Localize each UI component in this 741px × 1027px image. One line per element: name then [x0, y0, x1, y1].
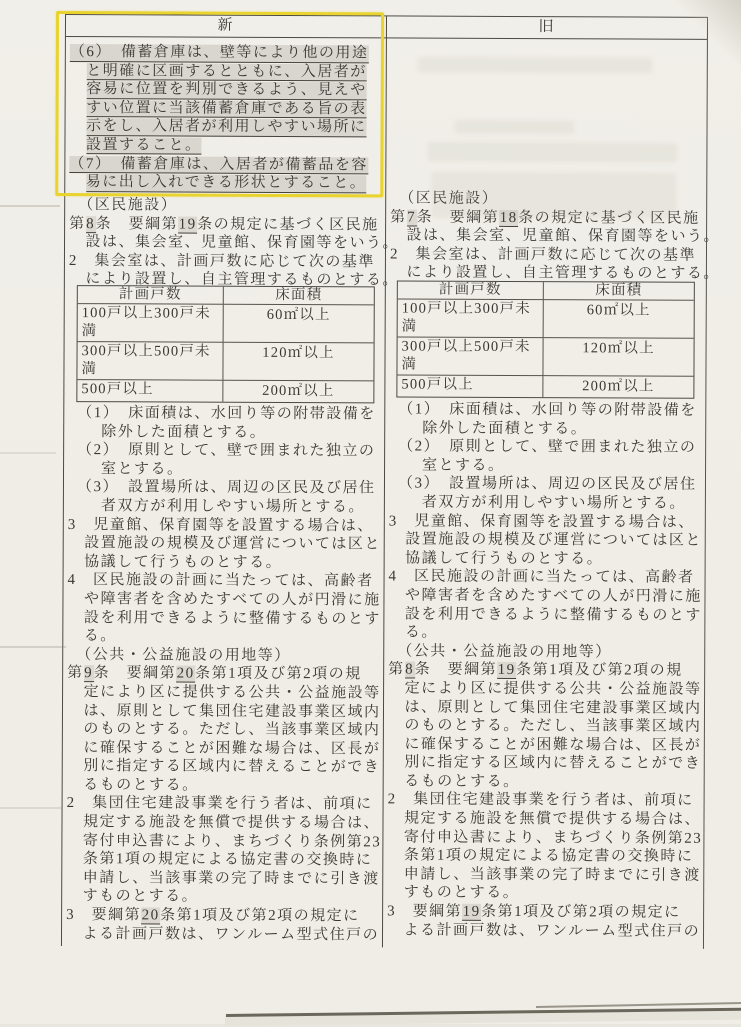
- text-line: （1） 床面積は、水回り等の附帯設備を: [84, 405, 376, 423]
- table-cell-units: 300戸以上500戸未満: [77, 342, 223, 381]
- text-line: 3 児童館、保育園等を設置する場合は、: [67, 516, 374, 534]
- table-cell-area: 200㎡以上: [582, 378, 655, 395]
- text-line: 定により区に提供する公共・公益施設等: [83, 684, 381, 702]
- text-line: 規定する施設を無償で提供する場合は、: [82, 814, 381, 832]
- text-line: 第9条 要綱第20条第1項及び第2項の規: [67, 665, 362, 683]
- text-line: 設を利用できるように整備するものとす: [83, 609, 381, 627]
- text-line: 3 児童館、保育園等を設置する場合は、: [388, 513, 695, 531]
- text-line: 協議して行うものとする。: [405, 550, 604, 568]
- text-line: 設置すること。: [85, 137, 202, 154]
- column-header-new: 新: [217, 17, 235, 34]
- revised-number: 18: [499, 209, 518, 226]
- text-line: （3） 設置場所は、周辺の区民及び居住: [84, 479, 376, 497]
- text-line: は、原則として集団住宅建設事業区域内: [404, 699, 702, 717]
- text-line: 協議して行うものとする。: [84, 553, 283, 571]
- table-header-area: 床面積: [544, 282, 694, 301]
- text-line: 設を利用できるように整備するものとす: [404, 606, 702, 624]
- text-line: る。: [404, 624, 438, 641]
- text-line: （7） 備蓄倉庫は、入居者が備蓄品を容: [69, 155, 368, 173]
- table-cell-units: 500戸以上: [77, 380, 223, 402]
- text-line: のものとする。ただし、当該事業区域内: [83, 721, 381, 739]
- show-through-ghost: [455, 120, 575, 135]
- text-line: 者双方が利用しやすい場所とする。: [100, 498, 365, 516]
- scan-streak: [0, 646, 66, 648]
- text-line: 容易に位置を判別できるよう、見えや: [86, 81, 367, 99]
- text-line: 2 集団住宅建設事業を行う者は、前項に: [387, 791, 694, 810]
- text-line: 設は、集会室、児童館、保育園等をいう。: [85, 234, 400, 252]
- text-line: 除外した面積とする。: [101, 423, 267, 441]
- revised-number: 8: [86, 215, 96, 232]
- text-line: 別に指定する区域内に替えることができ: [83, 758, 381, 776]
- new-column-text-upper: [68, 196, 400, 290]
- new-column-text-lower: [66, 404, 386, 945]
- revised-number: 19: [462, 903, 481, 920]
- revised-number: 19: [497, 662, 516, 679]
- text-line: 第7条 要綱第18条の規定に基づく区民施: [390, 209, 700, 227]
- text-line: や障害者を含めたすべての人が円滑に施: [83, 591, 381, 609]
- text-line: 第8条 要綱第19条の規定に基づく区民施: [69, 215, 379, 233]
- table-cell-units: 500戸以上: [397, 375, 543, 397]
- table-cell-area: 120㎡以上: [543, 338, 693, 377]
- text-line: 3 要綱第19条第1項及び第2項の規定に: [387, 903, 681, 921]
- facilities-table-old: [396, 280, 695, 398]
- text-line: 4 区民施設の計画に当たっては、高齢者: [388, 568, 695, 587]
- text-line: 設置施設の規模及び運営については区と: [405, 531, 702, 549]
- text-line: と明確に区画するとともに、入居者が: [86, 62, 367, 80]
- text-line: 別に指定する区域内に替えることができ: [404, 754, 702, 773]
- revised-number: 19: [178, 216, 197, 233]
- text-line: 寄付申込書により、まちづくり条例第23: [82, 832, 382, 851]
- revised-number: 8: [405, 661, 415, 678]
- text-line: （公共・公益施設の用地等）: [83, 646, 291, 664]
- text-line: 申請し、当該事業の完了時までに引き渡: [82, 869, 380, 888]
- text-line: （1） 床面積は、水回り等の附帯設備を: [405, 401, 697, 419]
- text-line: （区民施設）: [85, 197, 178, 214]
- revised-number: 9: [84, 665, 94, 682]
- text-line: のものとする。ただし、当該事業区域内: [404, 717, 702, 735]
- yellow-marker-box: [55, 11, 384, 197]
- text-line: により設置し、自主管理するものとする。: [85, 271, 399, 289]
- table-cell-units: 100戸以上300戸未満: [78, 304, 224, 343]
- table-cell-area: 60㎡以上: [224, 305, 374, 344]
- scan-streak: [0, 807, 62, 809]
- text-line: 示をし、入居者が利用しやすい場所に: [86, 118, 367, 136]
- table-header-area: 床面積: [224, 287, 374, 306]
- text-line: 4 区民施設の計画に当たっては、高齢者: [67, 572, 374, 590]
- text-line: 条第1項の規定による協定書の交換時に: [403, 847, 694, 866]
- text-line: は、原則として集団住宅建設事業区域内: [83, 702, 381, 720]
- facilities-table-new: [76, 285, 375, 403]
- table-header-units: 計画戸数: [398, 281, 544, 300]
- text-line: 2 集会室は、計画戸数に応じて次の基準: [68, 252, 375, 271]
- text-line: に確保することが困難な場合は、区長が: [404, 736, 702, 754]
- text-line: 室とする。: [101, 460, 184, 478]
- text-line: により設置し、自主管理するものとする。: [406, 264, 720, 283]
- text-line: るものとする。: [404, 773, 520, 790]
- text-line: 規定する施設を無償で提供する場合は、: [403, 810, 702, 828]
- text-line: （2） 原則として、壁で囲まれた独立の: [84, 442, 376, 460]
- old-column-text-lower: [387, 400, 707, 941]
- text-line: すものとする。: [82, 888, 199, 906]
- text-line: るものとする。: [83, 776, 199, 794]
- text-line: 2 集会室は、計画戸数に応じて次の基準: [389, 246, 697, 264]
- text-line: 定により区に提供する公共・公益施設等: [404, 680, 702, 698]
- text-line: や障害者を含めたすべての人が円滑に施: [404, 587, 702, 605]
- scan-streak: [0, 205, 60, 207]
- text-line: 設は、集会室、児童館、保育園等をいう。: [406, 227, 721, 246]
- scan-streak: [0, 452, 56, 454]
- table-cell-area: 60㎡以上: [544, 300, 694, 339]
- text-line: （区民施設）: [406, 190, 499, 207]
- text-line: 易に出し入れできる形状とすること。: [85, 174, 367, 192]
- text-line: 第8条 要綱第19条第1項及び第2項の規: [388, 661, 683, 680]
- show-through-ghost: [418, 57, 653, 74]
- text-line: 2 集団住宅建設事業を行う者は、前項に: [66, 795, 373, 813]
- revised-number: 20: [141, 907, 160, 924]
- text-line: 申請し、当該事業の完了時までに引き渡: [403, 866, 701, 884]
- revised-number: 7: [407, 209, 417, 226]
- text-line: に確保することが困難な場合は、区長が: [83, 739, 381, 758]
- text-line: る。: [83, 628, 117, 645]
- text-line: 設置施設の規模及び運営については区と: [84, 535, 381, 553]
- table-header-units: 計画戸数: [78, 286, 224, 305]
- text-line: 3 要綱第20条第1項及び第2項の規定に: [66, 907, 360, 925]
- paper-corner-shadow: [671, 0, 741, 64]
- text-line: 条第1項の規定による協定書の交換時に: [82, 851, 373, 869]
- text-line: （2） 原則として、壁で囲まれた独立の: [405, 438, 697, 456]
- table-cell-area: 200㎡以上: [262, 382, 335, 400]
- table-cell-units: 300戸以上500戸未満: [397, 337, 543, 376]
- text-line: 寄付申込書により、まちづくり条例第23: [403, 829, 703, 847]
- revised-number: 20: [176, 665, 195, 682]
- text-line: 者双方が利用しやすい場所とする。: [421, 494, 686, 512]
- text-line: すい位置に当該備蓄倉庫である旨の表: [86, 99, 367, 118]
- text-line: 除外した面積とする。: [422, 420, 588, 437]
- show-through-ghost: [427, 142, 677, 163]
- text-line: （6） 備蓄倉庫は、壁等により他の用途: [69, 44, 369, 62]
- show-through-ghost: [431, 172, 676, 219]
- table-cell-units: 100戸以上300戸未満: [398, 299, 544, 338]
- text-line: よる計画戸数は、ワンルーム型式住戸の: [82, 925, 380, 944]
- text-line: （3） 設置場所は、周辺の区民及び居住: [405, 475, 697, 494]
- column-header-old: 旧: [538, 19, 556, 36]
- text-line: よる計画戸数は、ワンルーム型式住戸の: [403, 922, 701, 940]
- table-cell-area: 120㎡以上: [223, 343, 373, 382]
- text-line: （公共・公益施設の用地等）: [404, 643, 612, 661]
- text-line: すものとする。: [403, 884, 520, 902]
- text-line: 室とする。: [422, 457, 505, 474]
